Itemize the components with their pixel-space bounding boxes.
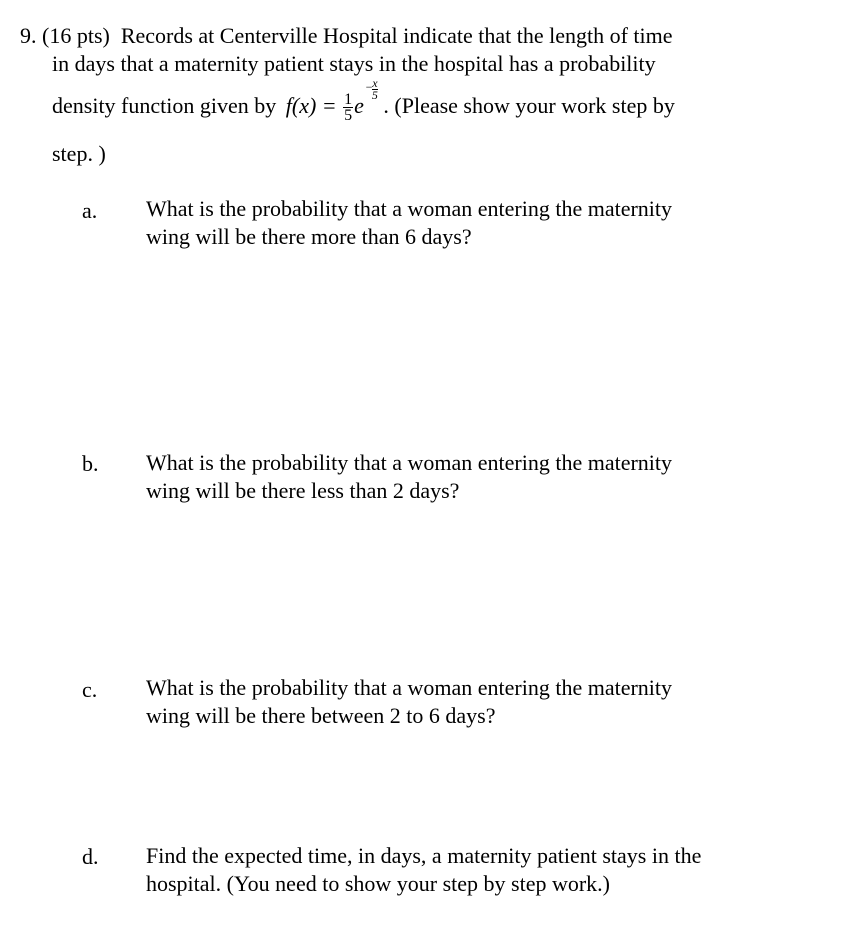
question-label: c. — [82, 677, 98, 702]
exponent-sign: − — [364, 80, 373, 94]
question-text-line2: hospital. (You need to show your step by step work.) — [146, 871, 611, 896]
problem-text-line3 — [52, 76, 675, 125]
problem-text-line3-after: . (Please show your work step by — [383, 93, 675, 118]
formula-coefficient — [343, 92, 353, 123]
question-label: b. — [82, 451, 99, 476]
problem-header — [20, 22, 673, 50]
problem-text-line3-before: density function given by — [52, 93, 277, 118]
problem-points: (16 pts) — [42, 23, 110, 48]
question-text-line1: What is the probability that a woman entering the maternity — [146, 450, 673, 475]
question-text-line1: What is the probability that a woman entering the maternity — [146, 675, 673, 700]
problem-number: 9. — [20, 23, 37, 48]
question-label: d. — [82, 844, 99, 869]
coef-numerator: 1 — [344, 91, 353, 109]
question-text-line2: wing will be there between 2 to 6 days? — [146, 703, 496, 728]
formula-exponent — [364, 76, 378, 102]
exponent-denominator: 5 — [371, 88, 378, 102]
formula-lhs: f(x) = — [285, 93, 337, 118]
coef-denominator: 5 — [344, 107, 353, 125]
problem-text-line4: step. ) — [52, 141, 106, 166]
question-text-line1: Find the expected time, in days, a maternity patient stays in the — [146, 843, 702, 868]
question-text-line2: wing will be there less than 2 days? — [146, 478, 460, 503]
density-formula — [285, 76, 384, 125]
formula-base: e — [354, 93, 364, 118]
question-text-line1: What is the probability that a woman entering the maternity — [146, 196, 673, 221]
problem-text-line2: in days that a maternity patient stays in the hospital has a probability — [52, 51, 656, 76]
problem-text-line1: Records at Centerville Hospital indicate that the length of time — [120, 23, 673, 48]
question-text-line2: wing will be there more than 6 days? — [146, 224, 472, 249]
exponent-numerator: x — [372, 76, 378, 90]
question-label: a. — [82, 198, 98, 223]
